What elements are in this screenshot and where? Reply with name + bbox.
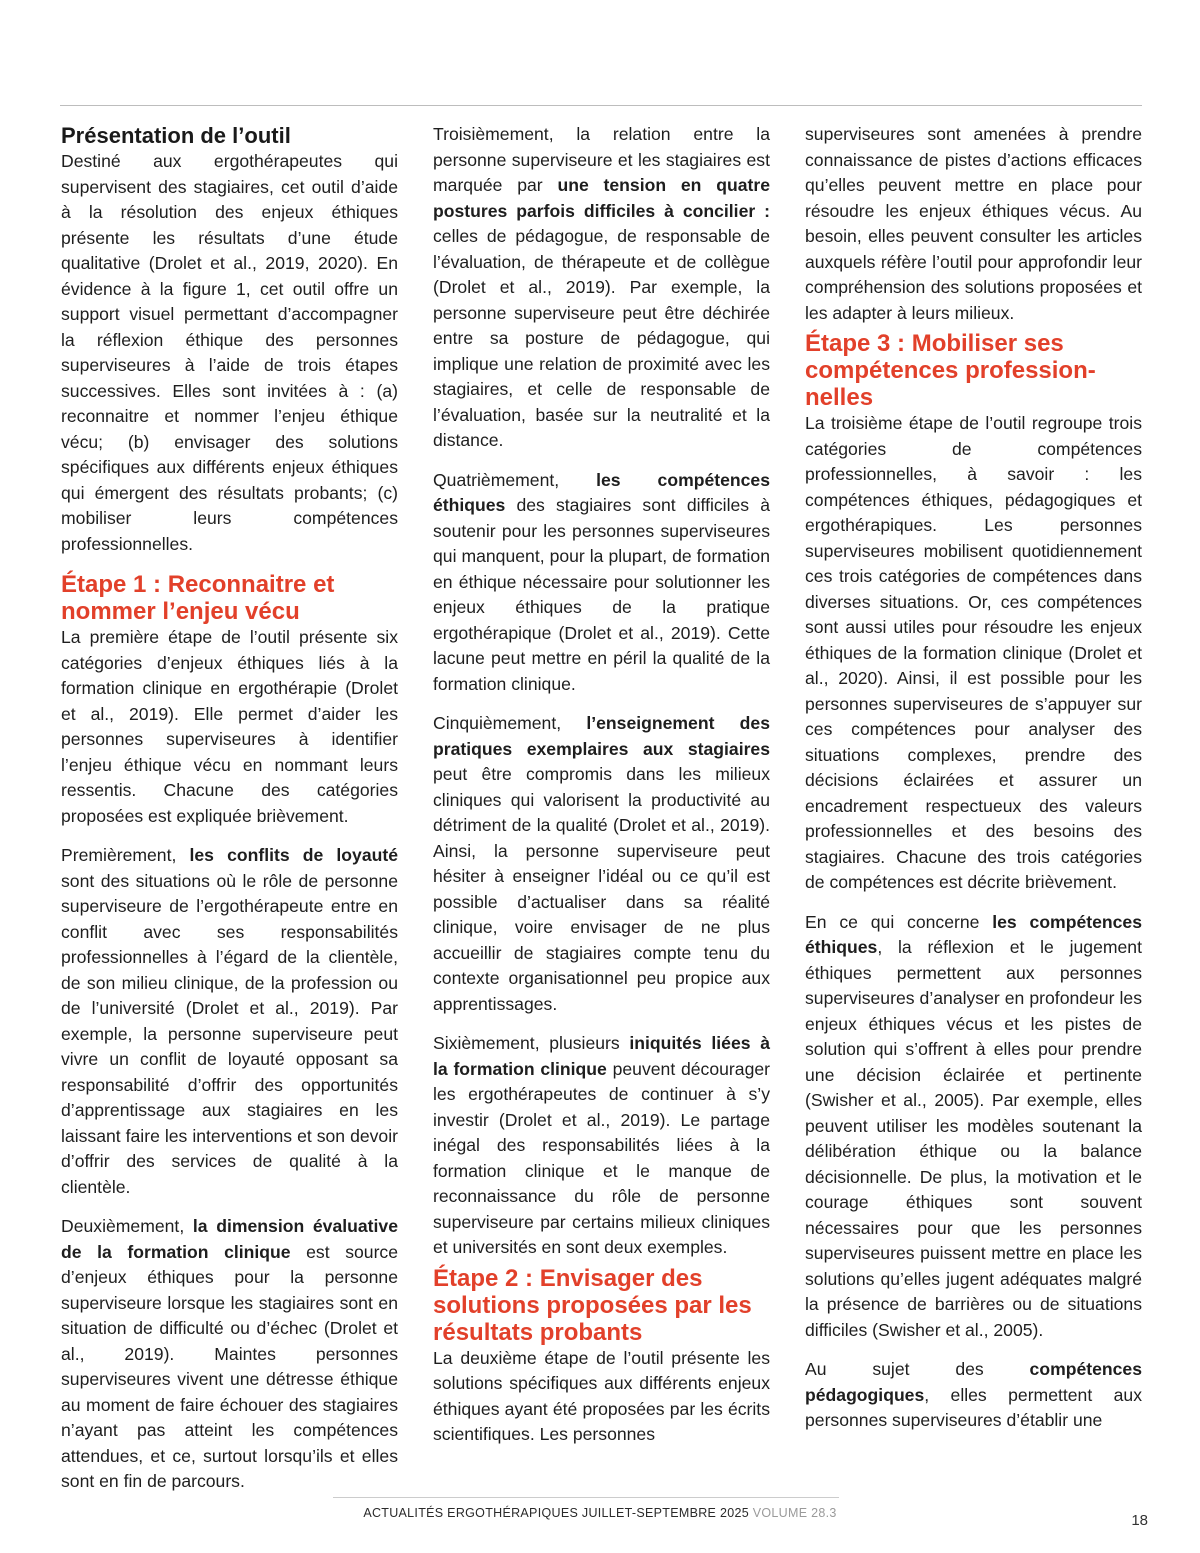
paragraph-evaluative-dimension: Deuxièmement, la dimension évaluative de la formation clinique est source d’enjeux éthiques pour la personne superviseure lorsque les stagiaires sont en situation de difficulté ou d’échec (Drolet et al., 2019). Maintes personnes superviseures vivent une détresse éthique au moment de faire échouer des stagiaires n’ayant pas atteint les compétences attendues, et ce, surtout lorsqu’ils et elles sont en fin de parcours. [61, 1216, 399, 1491]
bold-term: les conflits de loyauté [189, 845, 398, 865]
step-1-paragraph: La première étape de l’outil présente six catégories d’enjeux éthiques liés à la formation clinique en ergothérapie (Drolet et al., 2019). Elle permet d’aider les personnes superviseures à identifier l’enjeu éthique vécu en nommant leurs ressentis. Chacune des catégories proposées est expliquée brièvement. [61, 627, 398, 826]
paragraph-best-practices: Cinquièmement, l’enseignement des pratiques exemplaires aux stagiaires peut être compromis dans les milieux cliniques qui valorisent la productivité au détriment de la qualité (Drolet et al., 2019). Ainsi, la personne superviseure peut hésiter à enseigner l’idéal ou ce qu’il est possible d’actualiser dans sa réalité clinique, voire envisager de ne plus accueillir de stagiaires compte tenu du contexte organisationnel peu propice aux apprentissages. [433, 713, 770, 1014]
bold-term: iniquités liées à la formation clinique [433, 1033, 771, 1079]
step-1-heading: Étape 1 : Reconnaitre et nommer l’enjeu vécu [61, 571, 335, 625]
step-2-paragraph: La deuxième étape de l’outil présente les solutions spécifiques aux différents enjeux éthiques ayant été proposées par les écrits scientifiques. Les personnes [433, 1347, 770, 1444]
bold-term: les compétences éthiques [433, 469, 770, 515]
section-heading: Présentation de l’outil [61, 123, 291, 148]
step-3-paragraph: La troisième étape de l’outil regroupe trois catégories de compétences professionnelles, à savoir : les compétences éthiques, pédagogiques et ergothérapiques. Les personnes superviseures mobilisent quotidiennement ces trois catégories de compétences dans diverses situations. Or, ces compétences sont aussi utiles pour résoudre les enjeux éthiques de la formation clinique (Drolet et al., 2020). Ainsi, il est possible pour les personnes superviseures de s’appuyer sur ces compétences pour analyser des situations complexes, prendre des décisions éclairées et assurer un encadrement respectueux des valeurs professionnelles et des besoins des stagiaires. Chacune des trois catégories de compétences est décrite brièvement. [805, 413, 1142, 892]
page-number: 18 [1131, 1512, 1148, 1529]
footer-divider [333, 1497, 839, 1498]
top-divider [60, 105, 1142, 106]
step-2-heading: Étape 2 : Envisager des solutions proposées par les résultats probants [433, 1264, 752, 1346]
bold-term: l’enseignement des pratiques exemplaires aux stagiaires [433, 713, 770, 759]
column-1 [61, 122, 398, 1495]
paragraph-four-postures: Troisièmement, la relation entre la personne superviseure et les stagiaires est marquée par une tension en quatre postures parfois difficiles à concilier : celles de pédagogue, de responsable de l’évaluation, de thérapeute et de collègue (Drolet et al., 2019). Par exemple, la personne superviseure peut être déchirée entre sa posture de pédagogue, qui implique une relation de proximité avec les stagiaires, et celle de responsable de l’évaluation, basée sur la neutralité et la distance. [433, 124, 770, 450]
paragraph-loyalty-conflicts: Premièrement, les conflits de loyauté sont des situations où le rôle de personne superviseure de l’ergothérapeute entre en conflit avec ses responsabilités professionnelles à l’égard de la clientèle, de son milieu clinique, de la profession ou de l’université (Drolet et al., 2019). Par exemple, la personne superviseure peut vivre un conflit de loyauté opposant sa responsabilité d’offrir des opportunités d’apprentissage aux stagiaires en les laissant faire les interventions et son devoir d’offrir des services de qualité à la clientèle. [61, 845, 398, 1197]
paragraph-ethical-skills: En ce qui concerne les compétences éthiques, la réflexion et le jugement éthiques permettent aux personnes superviseures d’analyser en profondeur les enjeux éthiques vécus et les pistes de solution qui s’offrent à elles pour prendre une décision éclairée et pertinente (Swisher et al., 2005). Par exemple, elles peuvent utiliser les modèles soutenant la délibération éthique ou la balance décisionnelle. De plus, la motivation et le courage éthiques sont souvent nécessaires pour que les personnes superviseures puissent mettre en place les solutions qu’elles jugent adéquates malgré la présence de barrières ou de situations difficiles (Swisher et al., 2005). [805, 911, 1142, 1340]
bold-term: les compétences éthiques [805, 911, 1142, 957]
paragraph-ethical-competencies: Quatrièmement, les compétences éthiques des stagiaires sont difficiles à soutenir pour les personnes superviseures qui manquent, pour la plupart, de formation en éthique nécessaire pour solutionner les enjeux éthiques de la pratique ergothérapique (Drolet et al., 2019). Cette lacune peut mettre en péril la qualité de la formation clinique. [433, 469, 770, 694]
bold-term: une tension en quatre postures parfois difficiles à concilier : [433, 175, 770, 221]
bold-term: compétences pédagogiques [805, 1359, 1142, 1405]
column-3 [805, 122, 1142, 1434]
volume-label: VOLUME 28.3 [752, 1506, 837, 1520]
column-2 [433, 122, 770, 1448]
paragraph-pedagogical-skills: Au sujet des compétences pédagogiques, elles permettent aux personnes superviseures d’établir une [805, 1359, 1142, 1430]
page-footer [0, 1506, 1200, 1520]
bold-term: la dimension évaluative de la formation clinique [61, 1216, 398, 1262]
step-3-heading: Étape 3 : Mobiliser ses compétences profession-nelles [805, 330, 1096, 411]
paragraph-inequities: Sixièmement, plusieurs iniquités liées à la formation clinique peuvent décourager les ergothérapeutes de continuer à s’y investir (Drolet et al., 2019). Le partage inégal des responsabilités liées à la formation clinique et le manque de reconnaissance du rôle de personne superviseure par certains milieux cliniques et universités en sont deux exemples. [433, 1033, 771, 1257]
paragraph-continuation: superviseures sont amenées à prendre connaissance de pistes d’actions efficaces qu’elles peuvent mettre en place pour résoudre les enjeux éthiques vécus. Au besoin, elles peuvent consulter les articles auxquels réfère l’outil pour approfondir leur compréhension des solutions proposées et les adapter à leurs milieux. [805, 124, 1142, 323]
issue-date: JUILLET-SEPTEMBRE 2025 [581, 1506, 749, 1520]
publication-name: ACTUALITÉS ERGOTHÉRAPIQUES [363, 1506, 579, 1520]
intro-paragraph: Destiné aux ergothérapeutes qui supervisent des stagiaires, cet outil d’aide à la résolution des enjeux éthiques présente les résultats d’une étude qualitative (Drolet et al., 2019, 2020). En évidence à la figure 1, cet outil offre un support visuel permettant d’accompagner la réflexion éthique des personnes superviseures à l’aide de trois étapes successives. Elles sont invitées à : (a) reconnaitre et nommer l’enjeu éthique vécu; (b) envisager des solutions spécifiques aux différents enjeux éthiques qui émergent des résultats probants; (c) mobiliser leurs compétences professionnelles. [61, 151, 398, 554]
